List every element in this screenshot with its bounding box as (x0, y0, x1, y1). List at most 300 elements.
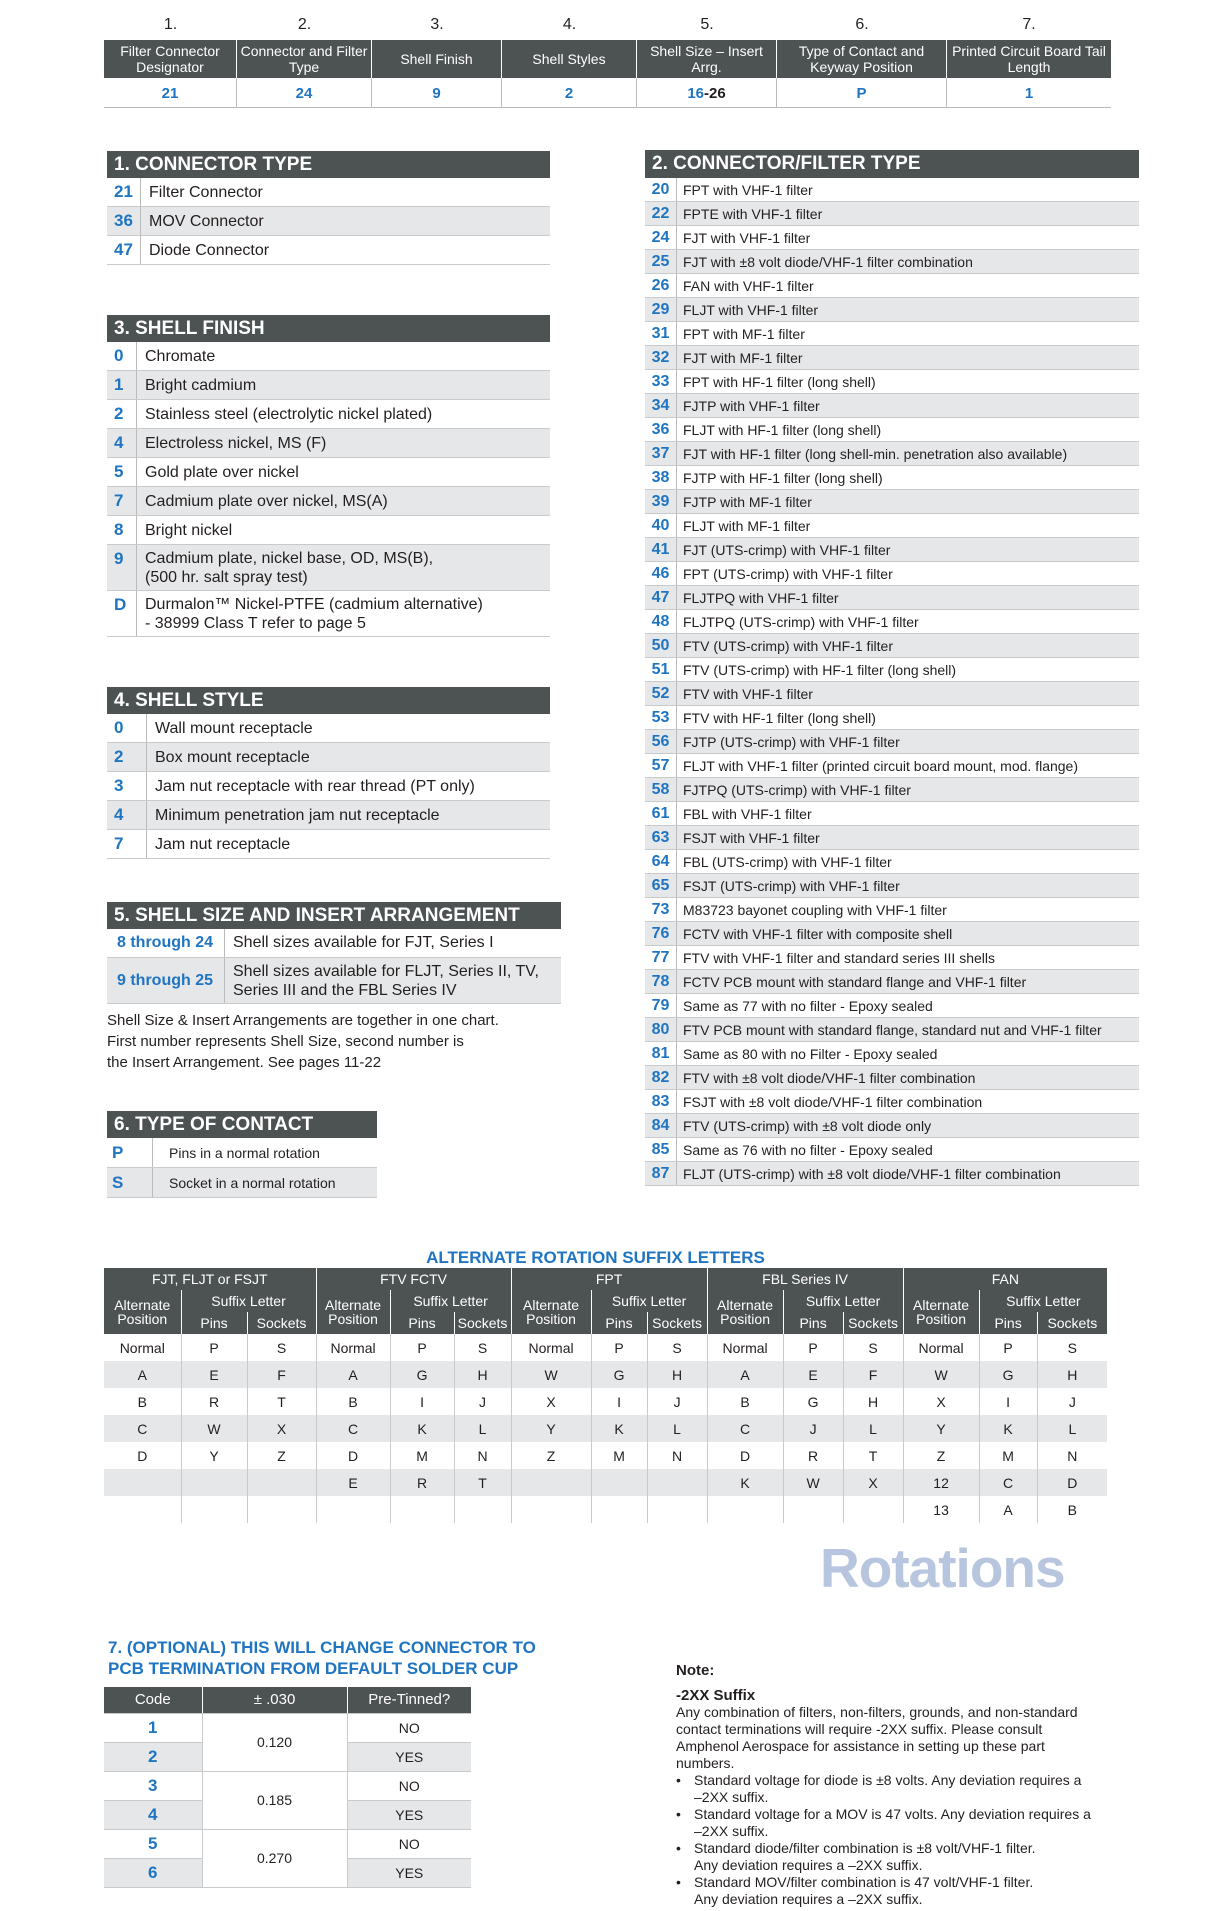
alt-cell: J (454, 1388, 511, 1415)
list-item (107, 929, 561, 958)
item-text (137, 405, 432, 424)
alt-cell: B (1067, 1501, 1078, 1518)
item-text-line: Filter Connector (149, 183, 263, 201)
item-text: Pins in a normal rotation (169, 1144, 320, 1161)
col-value: 1 (1024, 85, 1034, 102)
list-item (107, 207, 550, 236)
alt-cell: H (1037, 1361, 1107, 1388)
col-header: Shell Styles (502, 40, 637, 78)
alt-cell: X (511, 1388, 591, 1415)
list-item (107, 830, 550, 859)
part-number-table (104, 12, 1111, 108)
item-text: FSJT (UTS-crimp) with VHF-1 filter (683, 877, 900, 894)
alt-group-header: FJT, FLJT or FSJT (104, 1268, 316, 1290)
code-cell: 1 (104, 1713, 202, 1742)
pins-header: Pins (390, 1312, 454, 1334)
alt-cell: I (979, 1388, 1037, 1415)
item-text: FLJTPQ with VHF-1 filter (683, 589, 839, 606)
item-code: 0 (107, 342, 137, 370)
item-code: 85 (645, 1138, 677, 1161)
item-text-line: Box mount receptacle (155, 748, 310, 766)
list-item (107, 487, 550, 516)
item-code: 34 (645, 394, 677, 417)
alt-position-header: Alternate Position (707, 1290, 783, 1334)
code-cell: 2 (104, 1742, 202, 1771)
bullet-line: Standard MOV/filter combination is 47 volt/VHF-1 filter. (694, 1874, 1034, 1890)
pcb-termination-table (104, 1687, 471, 1888)
list-item (645, 250, 1139, 274)
alt-cell: B (707, 1388, 783, 1415)
item-code: 32 (645, 346, 677, 369)
col-number: 3. (430, 16, 444, 33)
list-item (645, 1138, 1139, 1162)
list-item (645, 682, 1139, 706)
list-item (645, 922, 1139, 946)
alt-cell: C (979, 1469, 1037, 1496)
list-item (645, 1042, 1139, 1066)
alt-cell: J (783, 1415, 843, 1442)
note-bullet (676, 1806, 1156, 1840)
alt-cell (783, 1496, 843, 1523)
alt-group-header: FBL Series IV (707, 1268, 903, 1290)
alt-cell: R (390, 1469, 454, 1496)
bullet-line: Any deviation requires a –2XX suffix. (694, 1891, 923, 1907)
item-text-line: Diode Connector (149, 241, 270, 259)
item-code: P (107, 1138, 153, 1167)
list-item (107, 958, 561, 1004)
alt-cell: S (843, 1334, 903, 1361)
item-text: FSJT with VHF-1 filter (683, 829, 820, 846)
item-text: FCTV with VHF-1 filter with composite shell (683, 925, 953, 942)
item-text: FAN with VHF-1 filter (683, 277, 814, 294)
column-headers (104, 40, 1111, 78)
alt-cell: H (454, 1361, 511, 1388)
pcb-termination-title (108, 1637, 536, 1679)
col-value: 2 (502, 78, 637, 107)
note-subtitle: -2XX Suffix (676, 1687, 756, 1704)
list-item (645, 1114, 1139, 1138)
item-text: M83723 bayonet coupling with VHF-1 filter (683, 901, 947, 918)
alt-cell: H (843, 1388, 903, 1415)
alt-cell: R (181, 1388, 247, 1415)
item-code: 47 (645, 586, 677, 609)
table-row (104, 1771, 471, 1800)
bullet-icon: • (676, 1840, 681, 1856)
item-text (141, 183, 263, 202)
item-text: FPT with VHF-1 filter (683, 181, 813, 198)
alt-cell (454, 1496, 511, 1523)
alt-cell (591, 1496, 647, 1523)
alt-cell: H (647, 1361, 707, 1388)
item-code: S (107, 1168, 153, 1197)
list-item (107, 801, 550, 830)
item-code: 41 (645, 538, 677, 561)
connector-type-section (107, 151, 550, 265)
table-row (104, 1415, 1107, 1442)
alt-cell: B (316, 1388, 390, 1415)
alt-cell: L (454, 1415, 511, 1442)
item-text: FJTP with HF-1 filter (long shell) (683, 469, 883, 486)
alt-cell: L (1037, 1415, 1107, 1442)
alt-cell: K (591, 1415, 647, 1442)
table-row (104, 1334, 1107, 1361)
list-item (645, 946, 1139, 970)
section-title: 4. SHELL STYLE (107, 687, 550, 714)
item-text: FLJT with VHF-1 filter (printed circuit board mount, mod. flange) (683, 757, 1079, 774)
alt-cell: I (591, 1388, 647, 1415)
list-item (645, 514, 1139, 538)
item-code: 25 (645, 250, 677, 273)
item-text: FLJT with VHF-1 filter (683, 301, 819, 318)
col-header: Printed Circuit Board Tail Length (952, 43, 1106, 75)
item-code: 63 (645, 826, 677, 849)
alt-cell: N (1067, 1447, 1078, 1464)
item-code: 39 (645, 490, 677, 513)
alt-cell (316, 1496, 390, 1523)
list-item (107, 516, 550, 545)
alt-subheader-row (104, 1290, 1107, 1312)
list-item (645, 1090, 1139, 1114)
connector-filter-type-section (645, 150, 1139, 1186)
alt-cell: Z (903, 1442, 979, 1469)
bullet-icon: • (676, 1806, 681, 1822)
item-text (137, 347, 215, 366)
item-text: FJT with ±8 volt diode/VHF-1 filter combination (683, 253, 973, 270)
list-item (645, 322, 1139, 346)
alt-cell: X (843, 1469, 903, 1496)
item-code: 79 (645, 994, 677, 1017)
item-text (141, 241, 269, 260)
item-code: 2 (107, 743, 147, 771)
alt-cell: W (783, 1469, 843, 1496)
item-text: FLJT with HF-1 filter (long shell) (683, 421, 882, 438)
list-item (645, 394, 1139, 418)
col-header: Pre-Tinned? (347, 1687, 471, 1713)
list-item (645, 874, 1139, 898)
item-text: Same as 80 with no Filter - Epoxy sealed (683, 1045, 938, 1062)
alt-cell: D (1037, 1469, 1107, 1496)
item-code: 64 (645, 850, 677, 873)
alt-cell: J (647, 1388, 707, 1415)
item-code: 4 (107, 429, 137, 457)
section-title: 5. SHELL SIZE AND INSERT ARRANGEMENT (107, 902, 561, 929)
item-code: 76 (645, 922, 677, 945)
pins-header: Pins (783, 1312, 843, 1334)
sockets-header: Sockets (647, 1312, 707, 1334)
item-text: FJT with MF-1 filter (683, 349, 803, 366)
item-code: 51 (645, 658, 677, 681)
item-code: 80 (645, 1018, 677, 1041)
item-code: 9 through 25 (107, 958, 225, 1003)
item-text: FJT with HF-1 filter (long shell-min. penetration also available) (683, 445, 1068, 462)
alt-cell: S (1067, 1339, 1078, 1356)
list-item (107, 178, 550, 207)
list-item (107, 371, 550, 400)
item-code: 38 (645, 466, 677, 489)
title-line: 7. (OPTIONAL) THIS WILL CHANGE CONNECTOR TO (108, 1638, 536, 1657)
list-item (645, 370, 1139, 394)
item-code: 78 (645, 970, 677, 993)
suffix-letter-header: Suffix Letter (390, 1290, 511, 1312)
alt-cell: P (783, 1334, 843, 1361)
col-number: 1. (163, 16, 178, 33)
note-bullet (676, 1874, 1156, 1908)
bullet-line: –2XX suffix. (694, 1823, 769, 1839)
item-text: FTV PCB mount with standard flange, standard nut and VHF-1 filter (683, 1021, 1102, 1038)
suffix-letter-header: Suffix Letter (591, 1290, 707, 1312)
alt-cell: C (707, 1415, 783, 1442)
item-code: D (107, 591, 137, 636)
item-text: FJTP with VHF-1 filter (683, 397, 820, 414)
alt-cell (843, 1496, 903, 1523)
item-text-line: Cadmium plate, nickel base, OD, MS(B), (145, 549, 434, 567)
alt-cell: J (1068, 1393, 1076, 1410)
list-item (645, 586, 1139, 610)
bullet-icon: • (676, 1772, 681, 1788)
sockets-header: Sockets (1037, 1312, 1107, 1334)
item-text (137, 595, 483, 633)
item-code: 2 (107, 400, 137, 428)
alt-cell (181, 1469, 247, 1496)
item-code: 65 (645, 874, 677, 897)
alt-cell: M (591, 1442, 647, 1469)
alt-cell: M (979, 1442, 1037, 1469)
list-item (645, 730, 1139, 754)
alt-cell: C (104, 1415, 181, 1442)
item-code: 40 (645, 514, 677, 537)
item-text-line: Gold plate over nickel (145, 463, 299, 481)
list-item (645, 610, 1139, 634)
item-text: Same as 77 with no filter - Epoxy sealed (683, 997, 933, 1014)
alt-cell (247, 1496, 316, 1523)
col-number: 5. (700, 16, 714, 33)
alt-cell: F (843, 1361, 903, 1388)
list-item (645, 1018, 1139, 1042)
alt-cell: G (591, 1361, 647, 1388)
item-text (137, 376, 256, 395)
alt-cell: Y (511, 1415, 591, 1442)
alt-cell: Y (181, 1442, 247, 1469)
tinned-cell: YES (347, 1742, 471, 1771)
alt-cell: E (181, 1361, 247, 1388)
contact-type-section (107, 1111, 377, 1198)
item-code: 33 (645, 370, 677, 393)
item-code: 47 (107, 236, 141, 264)
item-text: FTV with VHF-1 filter (683, 685, 813, 702)
pins-header: Pins (979, 1312, 1037, 1334)
item-text: Shell sizes available for FJT, Series I (233, 934, 494, 951)
item-text (147, 748, 310, 767)
bullet-line: Any deviation requires a –2XX suffix. (694, 1857, 923, 1873)
alt-cell: A (316, 1361, 390, 1388)
item-code: 52 (645, 682, 677, 705)
shell-size-value: 16 (687, 85, 704, 102)
col-header: Connector and Filter Type (237, 40, 372, 78)
bullet-line: Standard diode/filter combination is ±8 volt/VHF-1 filter. (694, 1840, 1036, 1856)
section-title: 6. TYPE OF CONTACT (107, 1111, 377, 1138)
alt-cell: D (316, 1442, 390, 1469)
note-line: the Insert Arrangement. See pages 11-22 (107, 1054, 382, 1071)
item-code: 36 (645, 418, 677, 441)
item-text-line: Electroless nickel, MS (F) (145, 434, 327, 452)
item-code: 56 (645, 730, 677, 753)
item-code: 0 (107, 714, 147, 742)
alt-cell: S (247, 1334, 316, 1361)
shell-style-section (107, 687, 550, 859)
col-number: 7. (1022, 16, 1036, 33)
shell-size-note (107, 1010, 561, 1073)
item-text: FJT (UTS-crimp) with VHF-1 filter (683, 541, 891, 558)
alt-cell: P (979, 1334, 1037, 1361)
item-text-line: MOV Connector (149, 212, 264, 230)
alt-cell: P (390, 1334, 454, 1361)
suffix-letter-header: Suffix Letter (783, 1290, 903, 1312)
list-item (645, 1066, 1139, 1090)
list-item (645, 706, 1139, 730)
list-item (107, 743, 550, 772)
length-cell: 0.185 (202, 1771, 347, 1829)
shell-size-section (107, 902, 561, 1073)
list-item (107, 772, 550, 801)
insert-arrangement-value: -26 (704, 85, 726, 102)
item-code: 3 (107, 772, 147, 800)
item-text: FPT with MF-1 filter (683, 325, 805, 342)
col-value: 21 (104, 78, 237, 107)
alt-cell (647, 1496, 707, 1523)
item-code: 36 (107, 207, 141, 235)
item-text: FTV with VHF-1 filter and standard series III shells (683, 949, 995, 966)
item-code: 7 (107, 830, 147, 858)
list-item (645, 178, 1139, 202)
col-number: 2. (297, 16, 312, 33)
item-code: 29 (645, 298, 677, 321)
item-text (147, 719, 313, 738)
tinned-cell: YES (347, 1858, 471, 1887)
sockets-header: Sockets (454, 1312, 511, 1334)
tinned-cell: YES (347, 1800, 471, 1829)
alt-cell: D (707, 1442, 783, 1469)
list-item (107, 458, 550, 487)
list-item (107, 1138, 377, 1168)
item-text: FLJT with MF-1 filter (683, 517, 811, 534)
item-code: 8 (107, 516, 137, 544)
item-text-line: Durmalon™ Nickel-PTFE (cadmium alternative) (145, 595, 483, 613)
alt-cell: L (647, 1415, 707, 1442)
item-text (137, 463, 299, 482)
alt-cell: E (783, 1361, 843, 1388)
alt-cell: D (104, 1442, 181, 1469)
alt-cell (647, 1469, 707, 1496)
item-text-line: Shell sizes available for FLJT, Series II, TV, (233, 962, 539, 980)
col-value: 24 (237, 78, 372, 107)
alt-cell: F (247, 1361, 316, 1388)
sockets-header: Sockets (843, 1312, 903, 1334)
list-item (645, 898, 1139, 922)
item-text: FSJT with ±8 volt diode/VHF-1 filter combination (683, 1093, 983, 1110)
alt-cell: E (316, 1469, 390, 1496)
alt-cell: G (783, 1388, 843, 1415)
alt-cell: Normal (903, 1334, 979, 1361)
item-code: 7 (107, 487, 137, 515)
bullet-text (694, 1772, 1081, 1806)
item-text: FTV (UTS-crimp) with VHF-1 filter (683, 637, 893, 654)
item-text (137, 549, 433, 587)
alt-rotation-table (104, 1268, 1107, 1523)
list-item (645, 202, 1139, 226)
code-cell: 3 (104, 1771, 202, 1800)
alt-position-header: Alternate Position (903, 1290, 979, 1334)
item-code: 81 (645, 1042, 677, 1065)
note-bullet (676, 1840, 1156, 1874)
item-text-line: - 38999 Class T refer to page 5 (145, 614, 366, 632)
alt-cell: A (104, 1361, 181, 1388)
item-code: 50 (645, 634, 677, 657)
list-item (645, 298, 1139, 322)
alt-cell: P (591, 1334, 647, 1361)
length-cell: 0.270 (202, 1829, 347, 1887)
item-text: FJTP with MF-1 filter (683, 493, 812, 510)
bullet-icon: • (676, 1874, 681, 1890)
table-header-row (104, 1687, 471, 1713)
table-row (104, 1713, 471, 1742)
item-text-line: Series III and the FBL Series IV (233, 981, 457, 999)
alt-rotation-title: ALTERNATE ROTATION SUFFIX LETTERS (426, 1248, 765, 1267)
col-header: ± .030 (202, 1687, 347, 1713)
suffix-letter-header: Suffix Letter (979, 1290, 1107, 1312)
alt-position-header: Alternate Position (316, 1290, 390, 1334)
item-code: 83 (645, 1090, 677, 1113)
alt-cell: Z (511, 1442, 591, 1469)
code-cell: 4 (104, 1800, 202, 1829)
item-text-line: Bright nickel (145, 521, 233, 539)
list-item (645, 634, 1139, 658)
list-item (645, 778, 1139, 802)
alt-cell: T (247, 1388, 316, 1415)
alt-cell: S (647, 1334, 707, 1361)
table-row (104, 1442, 1107, 1469)
table-row (104, 1361, 1107, 1388)
item-text: FJTPQ (UTS-crimp) with VHF-1 filter (683, 781, 911, 798)
item-code: 9 (107, 545, 137, 590)
item-text: Socket in a normal rotation (169, 1174, 336, 1191)
alt-cell: W (903, 1361, 979, 1388)
note-block (676, 1662, 1156, 1908)
alt-cell: K (707, 1469, 783, 1496)
item-text-line: Cadmium plate over nickel, MS(A) (145, 492, 388, 510)
list-item (645, 226, 1139, 250)
list-item (107, 1168, 377, 1198)
item-text: FTV (UTS-crimp) with HF-1 filter (long shell) (683, 661, 957, 678)
bullet-line: –2XX suffix. (694, 1789, 769, 1805)
alt-position-header: Alternate Position (511, 1290, 591, 1334)
alt-cell: T (843, 1442, 903, 1469)
item-code: 53 (645, 706, 677, 729)
column-values (104, 78, 1111, 108)
alt-cell: A (979, 1496, 1037, 1523)
section-title: 3. SHELL FINISH (107, 315, 550, 342)
alt-cell: M (390, 1442, 454, 1469)
item-text: FBL with VHF-1 filter (683, 805, 812, 822)
item-text-line: Stainless steel (electrolytic nickel plated) (145, 405, 433, 423)
alt-cell (390, 1496, 454, 1523)
item-code: 77 (645, 946, 677, 969)
item-text: FTV with ±8 volt diode/VHF-1 filter combination (683, 1069, 976, 1086)
column-numbers (104, 12, 1111, 40)
alt-cell: Z (247, 1442, 316, 1469)
col-number: 6. (855, 16, 869, 33)
col-header: Shell Finish (372, 40, 502, 78)
note-line: Shell Size & Insert Arrangements are together in one chart. (107, 1012, 499, 1029)
